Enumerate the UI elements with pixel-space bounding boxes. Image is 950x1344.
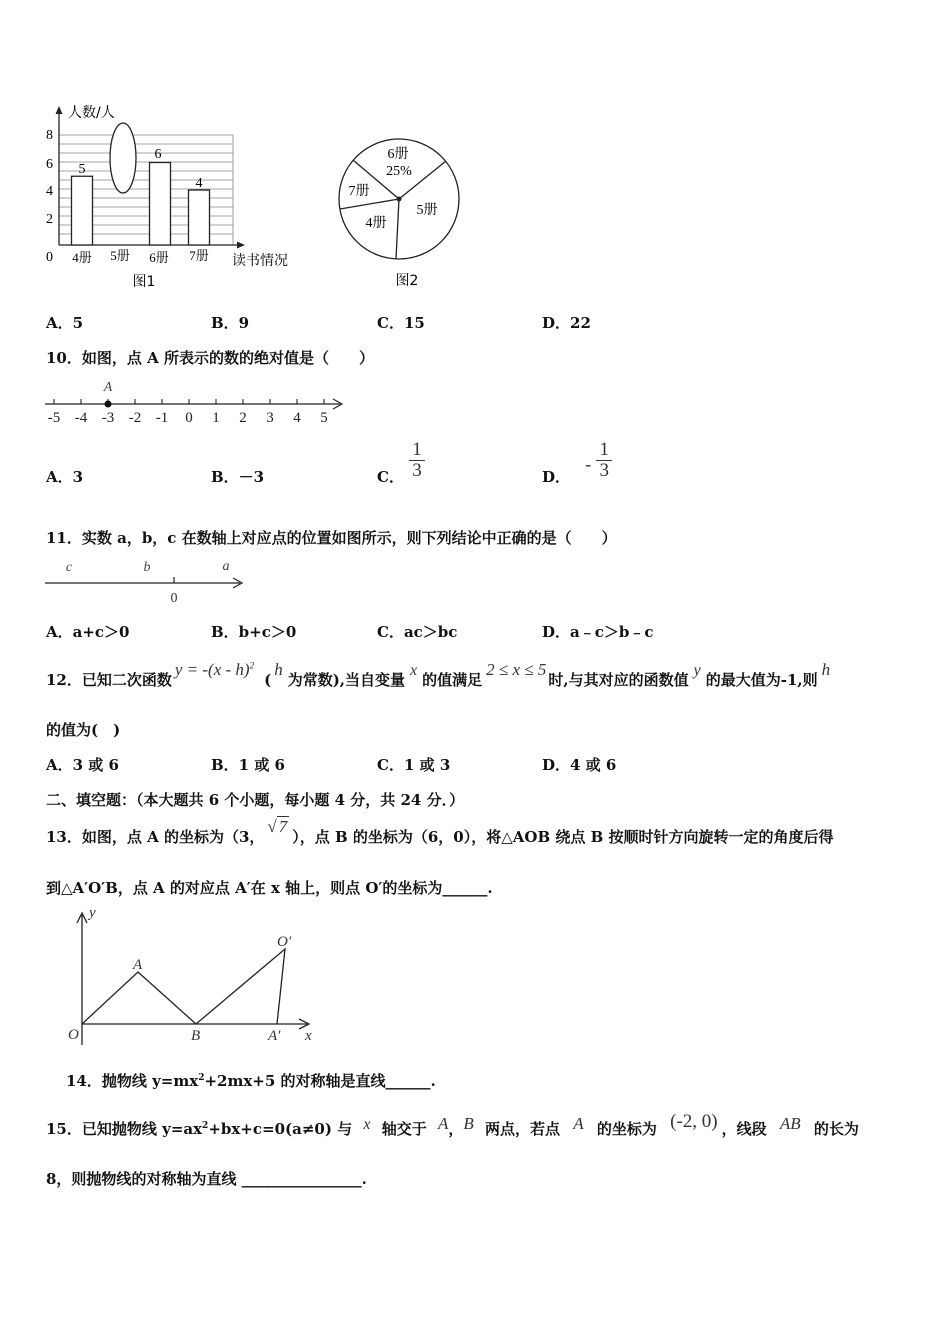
question-14-stem	[66, 1070, 436, 1091]
option-a: A．3	[46, 468, 84, 486]
tick-label: -2	[128, 410, 142, 426]
q15-text-b: +bx+c=0(a≠0) 与	[208, 1120, 353, 1138]
question-11-stem: 11．实数 a，b，c 在数轴上对应点的位置如图所示，则下列结论中正确的是（ ）	[46, 529, 617, 547]
y-tick: 2	[46, 212, 53, 227]
q13-text-b: ），点 B 的坐标为（6，0），将△AOB 绕点 B 按顺时针方向旋转一定的角度后得	[292, 828, 834, 846]
tick-label: -5	[47, 410, 61, 426]
question-12-line2: 的值为( )	[46, 721, 121, 739]
label-a-prime: A′	[268, 1028, 281, 1044]
var-y: y	[693, 662, 701, 679]
q15-text-f: ，线段	[721, 1120, 767, 1138]
figure-caption: 图1	[132, 274, 156, 290]
label-x: x	[305, 1028, 312, 1044]
label-y: y	[89, 905, 96, 921]
question-15-stem	[46, 1111, 859, 1140]
question-12-stem	[46, 660, 831, 689]
tick-label: 4	[293, 410, 301, 426]
option-b: B．b+c＞0	[211, 623, 297, 641]
sqrt-seven	[267, 817, 289, 837]
point-a-label: A	[103, 380, 113, 395]
tick-label: 5	[320, 410, 328, 426]
q12-range: 2 ≤ x ≤ 5	[486, 660, 547, 679]
q12-text-2: 为常数),当自变量	[287, 671, 406, 689]
question-15-line2: 8，则抛物线的对称轴为直线 ________________.	[46, 1170, 367, 1188]
pie-slice-label: 5册	[416, 203, 438, 218]
fraction-numerator: 1	[596, 440, 612, 461]
formula-body: y = -(x - h)	[174, 660, 250, 679]
y-axis-label: 人数/人	[68, 105, 115, 121]
tick-label: -3	[101, 410, 115, 426]
q15-text-d: 两点，若点	[485, 1120, 561, 1138]
point-b: B	[463, 1114, 474, 1133]
point-a-marker	[105, 401, 112, 408]
option-c: C．ac＞bc	[377, 623, 458, 641]
pie-slice-label: 25%	[386, 164, 412, 179]
option-b: B．9	[211, 314, 250, 332]
label-o-prime: O′	[277, 934, 292, 950]
q15-coordinate: (-2, 0)	[670, 1111, 718, 1132]
option-c: C．15	[377, 314, 425, 332]
option-b: B．1 或 6	[211, 756, 285, 774]
label-o: O	[68, 1027, 79, 1043]
q15-text-g: 的长为	[813, 1120, 859, 1138]
pie-slice-label: 7册	[348, 184, 370, 199]
option-c: C．1 或 3	[377, 756, 451, 774]
fraction-one-third	[409, 440, 425, 481]
pie-slice-label: 6册	[387, 147, 409, 162]
option-d-label: D．	[542, 468, 571, 486]
number-line-q11	[40, 555, 255, 607]
pie-chart-figure	[335, 135, 465, 295]
x-tick: 5册	[110, 248, 130, 263]
x-tick: 7册	[189, 248, 209, 263]
fraction-one-third	[596, 440, 612, 481]
tick-label: 2	[239, 410, 247, 426]
question-13-stem	[46, 817, 834, 847]
minus-sign: -	[585, 454, 592, 474]
option-d: D．22	[542, 314, 591, 332]
option-a: A．5	[46, 314, 84, 332]
q12-lead: 12．已知二次函数	[46, 671, 172, 689]
y-tick: 4	[46, 184, 53, 199]
q14-text-a: 14．抛物线 y=mx	[66, 1072, 199, 1090]
point-c-label: c	[65, 560, 73, 575]
section-heading: 二、填空题：（本大题共 6 个小题，每小题 4 分，共 24 分．）	[46, 791, 465, 809]
radical-sign: √	[267, 817, 277, 836]
y-tick: 6	[46, 157, 53, 172]
point-a: A	[438, 1114, 449, 1133]
fraction-denominator: 3	[599, 459, 609, 481]
x-tick: 4册	[72, 250, 92, 265]
tick-label: -1	[155, 410, 169, 426]
option-b: B．－3	[211, 468, 265, 486]
tick-label: 0	[185, 410, 193, 426]
point-b-label: b	[143, 560, 151, 575]
option-c-label: C．	[377, 468, 404, 486]
fraction-numerator: 1	[409, 440, 425, 461]
bar-value-label: 6	[154, 147, 162, 162]
var-h: h	[821, 660, 831, 679]
var-x: x	[363, 1116, 371, 1133]
bar-6	[150, 163, 171, 246]
q12-formula	[175, 660, 254, 679]
q15-text-a: 15．已知抛物线 y=ax	[46, 1120, 203, 1138]
ink-blot-ellipse	[110, 123, 136, 193]
var-h: h	[274, 660, 283, 679]
y-tick: 0	[46, 250, 53, 265]
question-13-line2: 到△A′O′B，点 A 的对应点 A′在 x 轴上，则点 O′的坐标为______.	[46, 879, 493, 897]
fraction-denominator: 3	[412, 459, 422, 481]
option-a: A．3 或 6	[46, 756, 119, 774]
q12-text-5: 的最大值为-1,则	[705, 671, 818, 689]
tick-label: 3	[266, 410, 274, 426]
bar-value-label: 5	[78, 162, 86, 177]
q14-text-b: +2mx+5 的对称轴是直线______.	[204, 1072, 436, 1090]
q14-exponent: 2	[198, 1073, 205, 1083]
bar-chart-figure	[38, 100, 308, 295]
label-b: B	[191, 1028, 201, 1044]
origin-label: 0	[170, 591, 178, 606]
x-axis-label: 读书情况	[232, 253, 288, 269]
var-x: x	[410, 662, 418, 679]
q12-text-3: 的值满足	[422, 671, 483, 689]
option-d: D．a﹣c＞b﹣c	[542, 623, 654, 641]
q15-text-e: 的坐标为	[596, 1120, 657, 1138]
tick-label: -4	[74, 410, 88, 426]
q12-text-4: 时,与其对应的函数值	[548, 671, 689, 689]
figure-caption: 图2	[395, 273, 419, 289]
tick-label: 1	[212, 410, 220, 426]
y-tick: 8	[46, 128, 53, 143]
option-d: D．4 或 6	[542, 756, 617, 774]
question-10-stem: 10．如图，点 A 所表示的数的绝对值是（ ）	[46, 349, 374, 367]
option-a: A．a+c＞0	[46, 623, 130, 641]
bar-4	[72, 176, 93, 245]
label-a: A	[133, 957, 143, 973]
x-tick: 6册	[149, 250, 169, 265]
bar-7	[189, 190, 210, 245]
option-d	[542, 440, 612, 487]
q13-text-a: 13．如图，点 A 的坐标为（3，	[46, 828, 265, 846]
q12-paren-open: (	[264, 671, 272, 689]
q15-comma: ，	[448, 1120, 464, 1138]
q15-exponent: 2	[202, 1121, 209, 1131]
option-c	[377, 440, 425, 487]
q15-text-c: 轴交于	[381, 1120, 427, 1138]
point-a-label: a	[222, 559, 230, 574]
radicand: 7	[278, 817, 288, 836]
formula-exponent: 2	[249, 660, 255, 671]
point-a: A	[573, 1114, 584, 1133]
bar-value-label: 4	[195, 176, 203, 191]
number-line-q10	[40, 378, 355, 428]
rotation-figure	[55, 900, 335, 1050]
segment-ab: AB	[779, 1114, 801, 1133]
pie-slice-label: 4册	[365, 216, 387, 231]
